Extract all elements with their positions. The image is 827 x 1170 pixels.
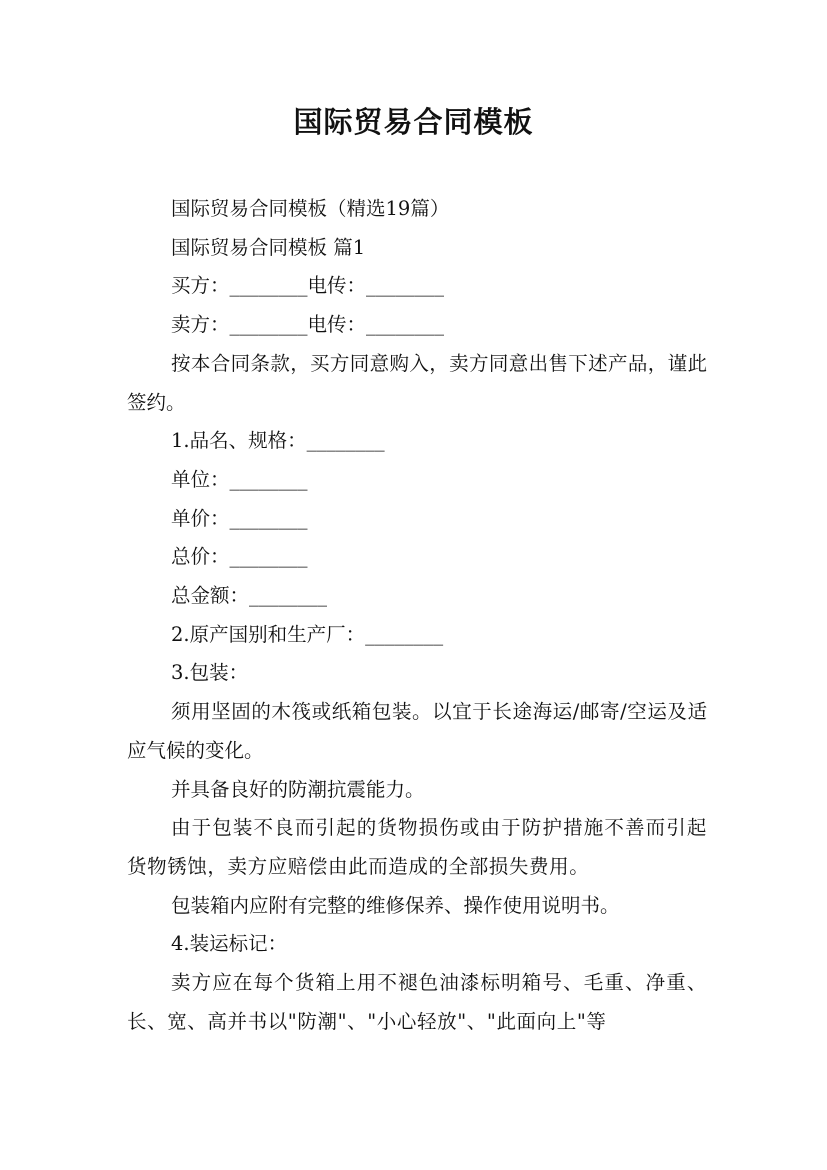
- paragraph-shipping-marks: 卖方应在每个货箱上用不褪色油漆标明箱号、毛重、净重、长、宽、高并书以"防潮"、"小心轻放"、"此面向上"等: [127, 971, 707, 1033]
- paragraph-total-price: 总价：________: [171, 545, 308, 569]
- paragraph-agreement: 按本合同条款，买方同意购入，卖方同意出售下述产品，谨此签约。: [127, 351, 707, 414]
- document-title: 国际贸易合同模板: [293, 105, 534, 139]
- paragraph-section-heading: 国际贸易合同模板 篇1: [171, 235, 366, 259]
- paragraph-packing-heading: 3.包装：: [171, 661, 249, 685]
- paragraph-manual: 包装箱内应附有完整的维修保养、操作使用说明书。: [171, 893, 620, 917]
- paragraph-unit-price: 单价：________: [171, 506, 308, 530]
- paragraph-subtitle: 国际贸易合同模板（精选19篇）: [171, 197, 450, 220]
- paragraph-origin: 2.原产国别和生产厂：________: [171, 622, 444, 646]
- paragraph-item-name: 1.品名、规格：________: [171, 429, 385, 453]
- paragraph-packing-requirement: 须用坚固的木筏或纸箱包装。以宜于长途海运/邮寄/空运及适应气候的变化。: [127, 700, 707, 762]
- document-body: [127, 190, 707, 1041]
- paragraph-buyer: 买方：________电传：________: [171, 274, 445, 298]
- paragraph-seller: 卖方：________电传：________: [171, 313, 445, 337]
- paragraph-damage-compensation: 由于包装不良而引起的货物损伤或由于防护措施不善而引起货物锈蚀，卖方应赔偿由此而造成的全部损失费用。: [127, 816, 707, 878]
- paragraph-moisture-resistance: 并具备良好的防潮抗震能力。: [171, 777, 425, 801]
- paragraph-shipping-marks-heading: 4.装运标记：: [171, 932, 288, 956]
- paragraph-unit: 单位：________: [171, 467, 308, 491]
- paragraph-total-amount: 总金额：________: [171, 584, 328, 608]
